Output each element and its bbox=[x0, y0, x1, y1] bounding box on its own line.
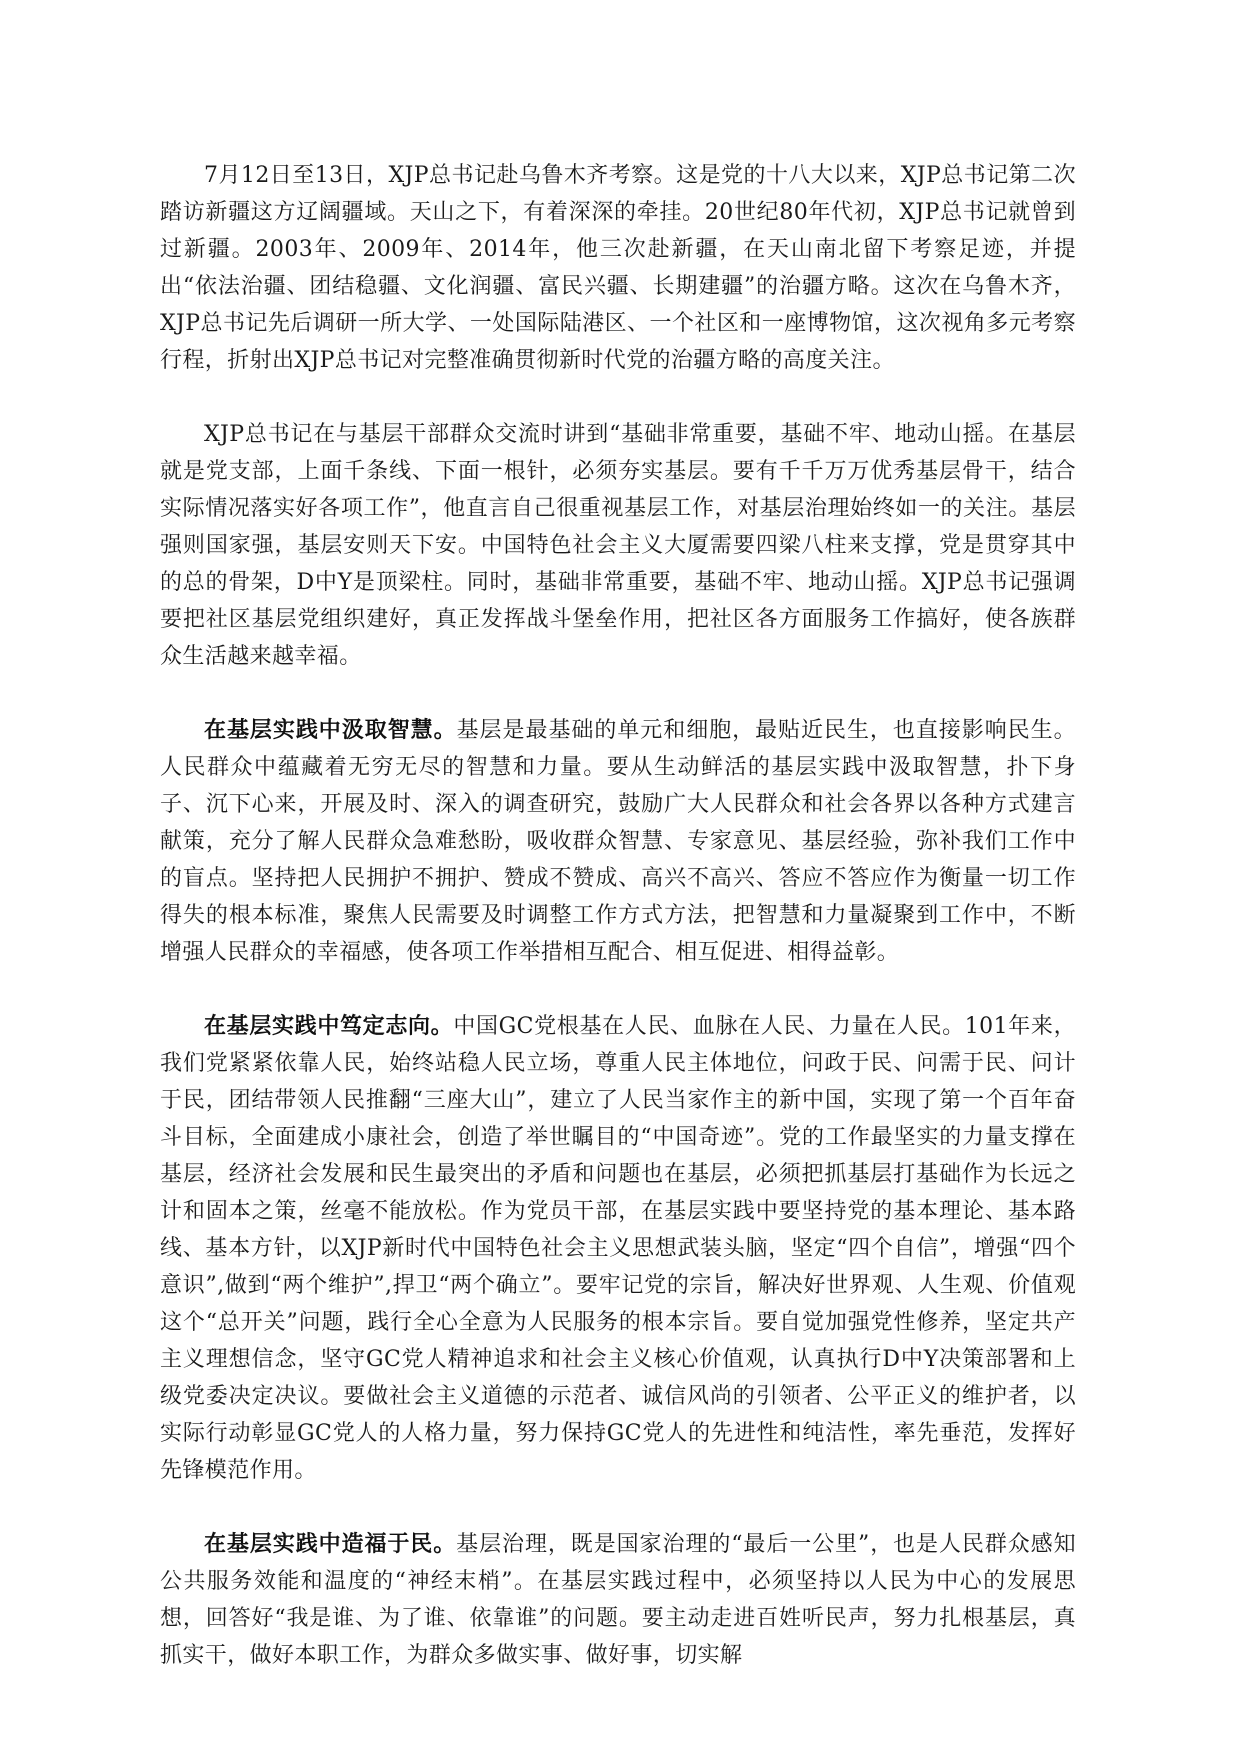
paragraph-lead-heading: 在基层实践中汲取智慧。 bbox=[204, 718, 457, 743]
paragraph-aspiration bbox=[160, 1008, 1076, 1489]
paragraph-intro bbox=[160, 157, 1076, 379]
paragraph-text: XJP总书记在与基层干部群众交流时讲到“基础非常重要，基础不牢、地动山摇。在基层就是党支部，上面千条线、下面一根针，必须夯实基层。要有千千万万优秀基层骨干，结合实际情况落实好各项工作”，他直言自己很重视基层工作，对基层治理始终如一的关注。基层强则国家强，基层安则天下安。中国特色社会主义大厦需要四梁八柱来支撑，党是贯穿其中的总的骨架，D中Y是顶梁柱。同时，基础非常重要，基础不牢、地动山摇。XJP总书记强调要把社区基层党组织建好，真正发挥战斗堡垒作用，把社区各方面服务工作搞好，使各族群众生活越来越幸福。 bbox=[160, 422, 1076, 669]
article-body bbox=[160, 157, 1076, 1674]
paragraph-lead-heading: 在基层实践中造福于民。 bbox=[204, 1532, 457, 1557]
paragraph-wisdom bbox=[160, 712, 1076, 971]
paragraph-text: 中国GC党根基在人民、血脉在人民、力量在人民。101年来，我们党紧紧依靠人民，始终站稳人民立场，尊重人民主体地位，问政于民、问需于民、问计于民，团结带领人民推翻“三座大山”，建立了人民当家作主的新中国，实现了第一个百年奋斗目标，全面建成小康社会，创造了举世瞩目的“中国奇迹”。党的工作最坚实的力量支撑在基层，经济社会发展和民生最突出的矛盾和问题也在基层，必须把抓基层打基础作为长远之计和固本之策，丝毫不能放松。作为党员干部，在基层实践中要坚持党的基本理论、基本路线、基本方针，以XJP新时代中国特色社会主义思想武装头脑，坚定“四个自信”，增强“四个意识”,做到“两个维护”,捍卫“两个确立”。要牢记党的宗旨，解决好世界观、人生观、价值观这个“总开关”问题，践行全心全意为人民服务的根本宗旨。要自觉加强党性修养，坚定共产主义理想信念，坚守GC党人精神追求和社会主义核心价值观，认真执行D中Y决策部署和上级党委决定决议。要做社会主义道德的示范者、诚信风尚的引领者、公平正义的维护者，以实际行动彰显GC党人的人格力量，努力保持GC党人的先进性和纯洁性，率先垂范，发挥好先锋模范作用。 bbox=[160, 1014, 1076, 1483]
paragraph-benefit-people bbox=[160, 1526, 1076, 1674]
paragraph-text: 基层是最基础的单元和细胞，最贴近民生，也直接影响民生。人民群众中蕴藏着无穷无尽的智慧和力量。要从生动鲜活的基层实践中汲取智慧，扑下身子、沉下心来，开展及时、深入的调查研究，鼓励广大人民群众和社会各界以各种方式建言献策，充分了解人民群众急难愁盼，吸收群众智慧、专家意见、基层经验，弥补我们工作中的盲点。坚持把人民拥护不拥护、赞成不赞成、高兴不高兴、答应不答应作为衡量一切工作得失的根本标准，聚焦人民需要及时调整工作方式方法，把智慧和力量凝聚到工作中，不断增强人民群众的幸福感，使各项工作举措相互配合、相互促进、相得益彰。 bbox=[160, 718, 1076, 965]
paragraph-text: 基层治理，既是国家治理的“最后一公里”，也是人民群众感知公共服务效能和温度的“神经末梢”。在基层实践过程中，必须坚持以人民为中心的发展思想，回答好“我是谁、为了谁、依靠谁”的问题。要主动走进百姓听民声，努力扎根基层，真抓实干，做好本职工作，为群众多做实事、做好事，切实解 bbox=[160, 1532, 1077, 1668]
paragraph-grassroots-foundation bbox=[160, 416, 1076, 675]
paragraph-text: 7月12日至13日，XJP总书记赴乌鲁木齐考察。这是党的十八大以来，XJP总书记第二次踏访新疆这方辽阔疆域。天山之下，有着深深的牵挂。20世纪80年代初，XJP总书记就曾到过新疆。2003年、2009年、2014年，他三次赴新疆，在天山南北留下考察足迹，并提出“依法治疆、团结稳疆、文化润疆、富民兴疆、长期建疆”的治疆方略。这次在乌鲁木齐，XJP总书记先后调研一所大学、一处国际陆港区、一个社区和一座博物馆，这次视角多元考察行程，折射出XJP总书记对完整准确贯彻新时代党的治疆方略的高度关注。 bbox=[160, 163, 1076, 373]
paragraph-lead-heading: 在基层实践中笃定志向。 bbox=[204, 1014, 454, 1039]
